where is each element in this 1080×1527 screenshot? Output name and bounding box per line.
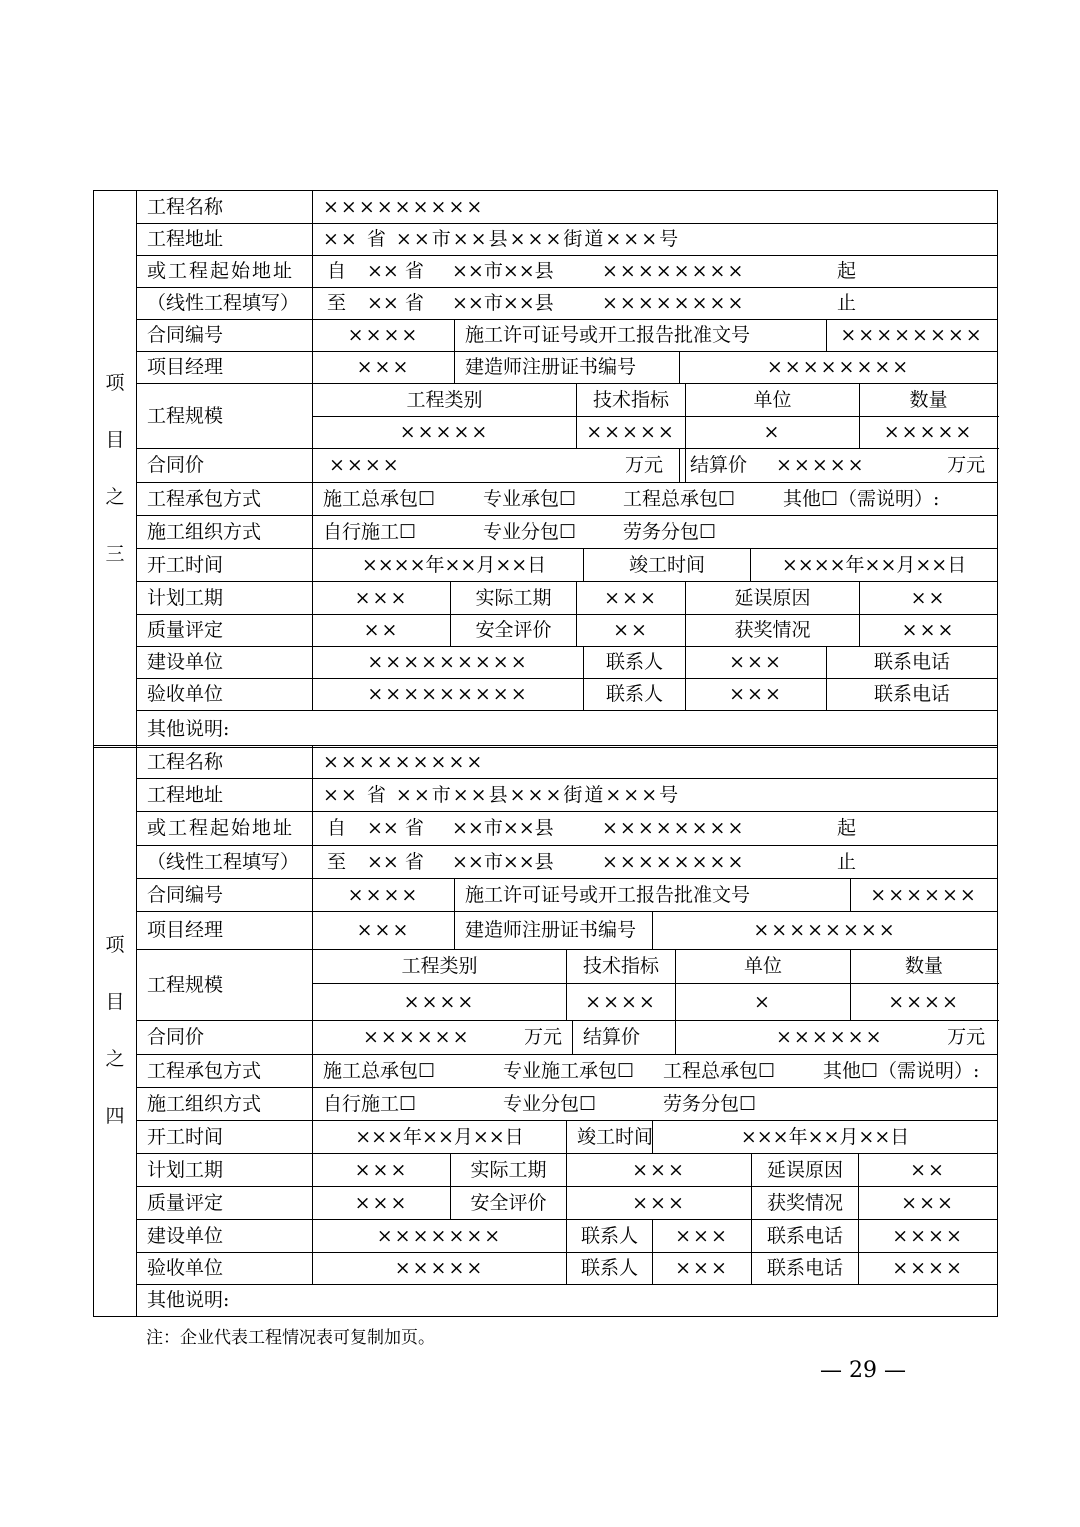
- builder-label: 建设单位: [137, 1220, 313, 1253]
- contract-mode-option[interactable]: 专业施工承包☐: [503, 1059, 635, 1082]
- route-label-1: 或工程起始地址: [137, 256, 313, 288]
- builder-label: 建设单位: [137, 647, 313, 679]
- builder-phone-label: 联系电话: [752, 1220, 859, 1253]
- quality-label: 质量评定: [137, 615, 313, 647]
- delay-value: ××: [860, 582, 998, 615]
- price-value: ××××: [329, 454, 401, 476]
- safety-label: 安全评价: [451, 1187, 567, 1220]
- delay-label: 延误原因: [752, 1154, 859, 1187]
- scale-value-qty: ××××: [851, 984, 998, 1021]
- address-label: 工程地址: [137, 779, 313, 812]
- finish-label: 竣工时间: [584, 549, 751, 582]
- accept-contact-label: 联系人: [584, 679, 686, 711]
- safety-value: ×××: [567, 1187, 752, 1220]
- org-mode-option[interactable]: 劳务分包☐: [663, 1092, 757, 1115]
- route-label-2: （线性工程填写）: [137, 288, 313, 320]
- award-value: ×××: [860, 615, 998, 647]
- scale-value-type: ×××××: [313, 417, 577, 449]
- builder-contact-label: 联系人: [584, 647, 686, 679]
- quality-value: ×××: [313, 1187, 451, 1220]
- builder-phone-value: ××××: [859, 1220, 998, 1253]
- route-from: 自 ×× 省 ××市××县 ×××××××× 起: [313, 812, 998, 846]
- builder-contact-value: ×××: [653, 1220, 752, 1253]
- other-notes: 其他说明:: [137, 1285, 998, 1317]
- builder-value: ×××××××××: [313, 647, 584, 679]
- start-value: ×××年××月××日: [313, 1121, 567, 1154]
- org-mode-option[interactable]: 自行施工☐: [323, 520, 417, 543]
- plan-value: ×××: [313, 582, 451, 615]
- accept-contact-label: 联系人: [567, 1253, 653, 1285]
- settle-unit: 万元: [947, 1026, 986, 1048]
- project-table-3: [93, 190, 998, 748]
- accept-contact-value: ×××: [653, 1253, 752, 1285]
- scale-value-qty: ×××××: [860, 417, 998, 449]
- accept-phone-label: 联系电话: [827, 679, 998, 711]
- settle-unit: 万元: [947, 454, 986, 476]
- delay-label: 延误原因: [686, 582, 860, 615]
- contract-mode-option[interactable]: 其他☐（需说明）:: [783, 487, 940, 510]
- scale-header-index: 技术指标: [567, 950, 676, 984]
- contract-no-value: ××××: [313, 879, 455, 912]
- contract-mode-option[interactable]: 专业承包☐: [483, 487, 577, 510]
- org-mode-option[interactable]: 专业分包☐: [483, 520, 577, 543]
- page-number: — 29 —: [820, 1358, 906, 1383]
- scale-value-index: ×××××: [577, 417, 686, 449]
- safety-value: ××: [577, 615, 686, 647]
- accept-phone-label: 联系电话: [752, 1253, 859, 1285]
- other-notes: 其他说明:: [137, 711, 998, 748]
- scale-header-qty: 数量: [860, 384, 998, 417]
- address-value: ×× 省 ××市××县×××街道×××号: [313, 224, 998, 256]
- scale-header-unit: 单位: [686, 384, 860, 417]
- actual-label: 实际工期: [451, 1154, 567, 1187]
- route-label-2: （线性工程填写）: [137, 846, 313, 879]
- delay-value: ××: [859, 1154, 998, 1187]
- contract-mode-option[interactable]: 工程总承包☐: [663, 1059, 776, 1082]
- scale-label: 工程规模: [137, 384, 313, 449]
- start-label: 开工时间: [137, 1121, 313, 1154]
- contract-mode-option[interactable]: 其他☐（需说明）:: [823, 1059, 980, 1082]
- quality-value: ××: [313, 615, 451, 647]
- settle-label: 结算价: [573, 1021, 676, 1055]
- builder-contact-value: ×××: [686, 647, 827, 679]
- price-label: 合同价: [137, 449, 313, 483]
- contract-mode-option[interactable]: 工程总承包☐: [623, 487, 736, 510]
- manager-value: ×××: [313, 912, 455, 950]
- org-mode-options: [313, 516, 998, 549]
- award-label: 获奖情况: [752, 1187, 859, 1220]
- finish-value: ×××年××月××日: [653, 1121, 998, 1154]
- contract-mode-label: 工程承包方式: [137, 1055, 313, 1088]
- settle-cell: [676, 1021, 998, 1055]
- quality-label: 质量评定: [137, 1187, 313, 1220]
- route-label-1: 或工程起始地址: [137, 812, 313, 846]
- actual-value: ×××: [567, 1154, 752, 1187]
- builder-value: ×××××××: [313, 1220, 567, 1253]
- start-value: ××××年××月××日: [313, 549, 584, 582]
- award-value: ×××: [859, 1187, 998, 1220]
- award-label: 获奖情况: [686, 615, 860, 647]
- builder-contact-label: 联系人: [567, 1220, 653, 1253]
- finish-label: 竣工时间: [567, 1121, 653, 1154]
- cert-label: 建造师注册证书编号: [455, 912, 653, 950]
- price-unit: 万元: [523, 1026, 562, 1048]
- route-to: 至 ×× 省 ××市××县 ×××××××× 止: [313, 846, 998, 879]
- scale-label: 工程规模: [137, 950, 313, 1021]
- accept-value: ×××××××××: [313, 679, 584, 711]
- actual-label: 实际工期: [451, 582, 577, 615]
- scale-header-type: 工程类别: [313, 384, 577, 417]
- address-value: ×× 省 ××市××县×××街道×××号: [313, 779, 998, 812]
- name-label: 工程名称: [137, 191, 313, 224]
- scale-header-qty: 数量: [851, 950, 998, 984]
- contract-mode-option[interactable]: 施工总承包☐: [323, 487, 436, 510]
- permit-label: 施工许可证号或开工报告批准文号: [455, 879, 851, 912]
- org-mode-option[interactable]: 专业分包☐: [503, 1092, 597, 1115]
- scale-value-unit: ×: [676, 984, 851, 1021]
- price-cell: [313, 449, 680, 483]
- scale-header-type: 工程类别: [313, 950, 567, 984]
- address-label: 工程地址: [137, 224, 313, 256]
- accept-value: ×××××: [313, 1253, 567, 1285]
- manager-label: 项目经理: [137, 352, 313, 384]
- scale-value-type: ××××: [313, 984, 567, 1021]
- price-unit: 万元: [624, 454, 663, 476]
- settle-value: ×××××: [776, 454, 866, 476]
- price-value: ××××××: [363, 1026, 471, 1048]
- contract-mode-option[interactable]: 施工总承包☐: [323, 1059, 436, 1082]
- accept-label: 验收单位: [137, 679, 313, 711]
- permit-value: ××××××: [851, 879, 998, 912]
- contract-no-label: 合同编号: [137, 320, 313, 352]
- safety-label: 安全评价: [451, 615, 577, 647]
- contract-mode-label: 工程承包方式: [137, 483, 313, 516]
- builder-phone-label: 联系电话: [827, 647, 998, 679]
- price-cell: [313, 1021, 573, 1055]
- name-value: ×××××××××: [313, 746, 998, 779]
- route-from: 自 ×× 省 ××市××县 ×××××××× 起: [313, 256, 998, 288]
- permit-label: 施工许可证号或开工报告批准文号: [455, 320, 827, 352]
- cert-value: ××××××××: [653, 912, 998, 950]
- route-to: 至 ×× 省 ××市××县 ×××××××× 止: [313, 288, 998, 320]
- org-mode-option[interactable]: 自行施工☐: [323, 1092, 417, 1115]
- plan-value: ×××: [313, 1154, 451, 1187]
- accept-label: 验收单位: [137, 1253, 313, 1285]
- org-mode-label: 施工组织方式: [137, 516, 313, 549]
- contract-mode-options: [313, 1055, 998, 1088]
- footnote: 注：企业代表工程情况表可复制加页。: [146, 1328, 435, 1348]
- scale-header-unit: 单位: [676, 950, 851, 984]
- settle-value: ××××××: [776, 1026, 884, 1048]
- scale-header-index: 技术指标: [577, 384, 686, 417]
- project-side-label: 项 目 之 三: [94, 191, 137, 748]
- start-label: 开工时间: [137, 549, 313, 582]
- settle-label: 结算价: [680, 449, 686, 483]
- accept-contact-value: ×××: [686, 679, 827, 711]
- cert-value: ××××××××: [680, 352, 998, 384]
- name-value: ×××××××××: [313, 191, 998, 224]
- manager-value: ×××: [313, 352, 455, 384]
- finish-value: ××××年××月××日: [751, 549, 998, 582]
- project-side-label: 项 目 之 四: [94, 746, 137, 1317]
- org-mode-label: 施工组织方式: [137, 1088, 313, 1121]
- accept-phone-value: ××××: [859, 1253, 998, 1285]
- name-label: 工程名称: [137, 746, 313, 779]
- contract-mode-options: [313, 483, 998, 516]
- permit-value: ××××××××: [827, 320, 998, 352]
- project-table-4: [93, 745, 998, 1317]
- actual-value: ×××: [577, 582, 686, 615]
- org-mode-option[interactable]: 劳务分包☐: [623, 520, 717, 543]
- manager-label: 项目经理: [137, 912, 313, 950]
- price-label: 合同价: [137, 1021, 313, 1055]
- scale-value-index: ××××: [567, 984, 676, 1021]
- plan-label: 计划工期: [137, 1154, 313, 1187]
- org-mode-options: [313, 1088, 998, 1121]
- scale-value-unit: ×: [686, 417, 860, 449]
- contract-no-value: ××××: [313, 320, 455, 352]
- cert-label: 建造师注册证书编号: [455, 352, 680, 384]
- plan-label: 计划工期: [137, 582, 313, 615]
- contract-no-label: 合同编号: [137, 879, 313, 912]
